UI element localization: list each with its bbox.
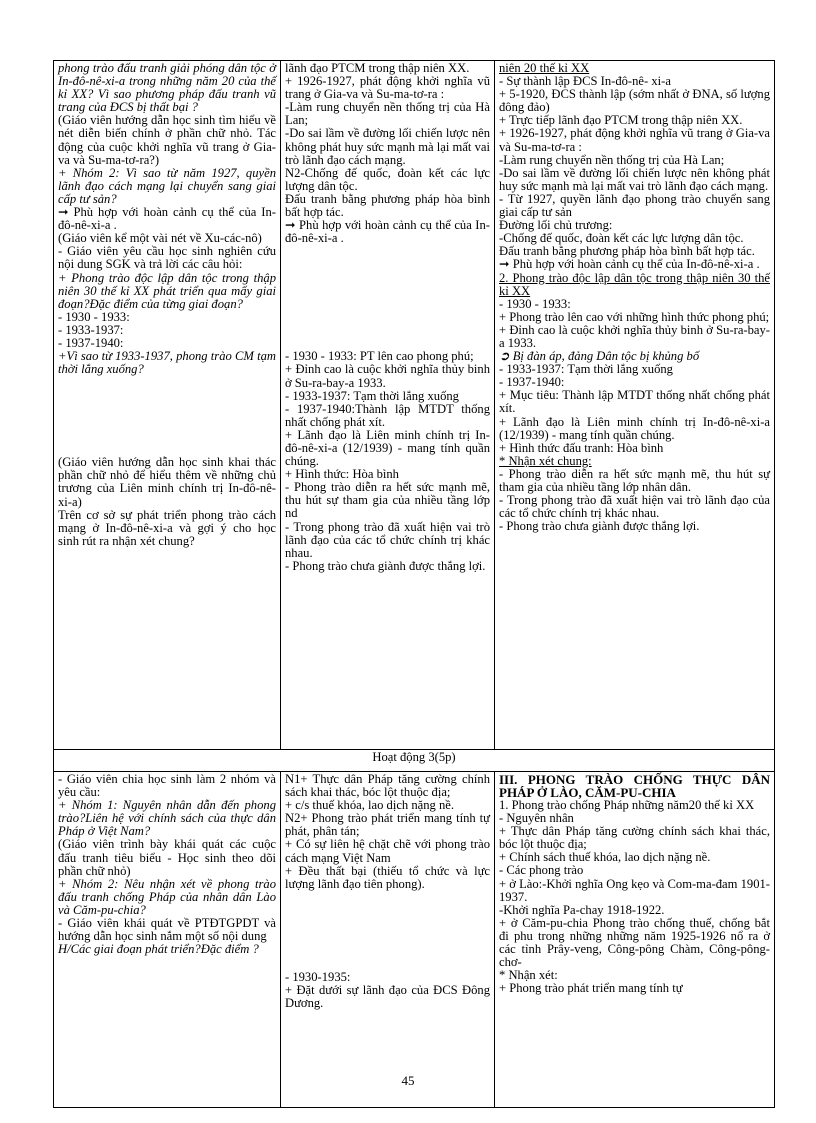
text-line: + ở Lào:-Khởi nghĩa Ong kẹo và Com-ma-đam 1901-1937. [499, 876, 770, 904]
text-line: (Giáo viên hướng dẫn học sinh tìm hiểu về nét diễn biến chính ở phần chữ nhỏ. Tác động của cuộc khởi nghĩa vũ trang ở Gia-va và Su-ma-tơ-ra?) [58, 113, 276, 167]
text-line: + Hình thức đấu tranh: Hòa bình [499, 440, 664, 455]
text-line: N1+ Thực dân Pháp tăng cường chính sách khai thác, bóc lột thuộc địa; [285, 772, 490, 800]
text-line: N2+ Phong trào phát triển mang tính tự phát, phân tán; [285, 811, 490, 839]
text-line: Đấu tranh bằng phương pháp hòa bình bất hợp tác. [285, 191, 490, 220]
text-line: - 1930 - 1933: [499, 296, 571, 311]
text-line: + Đỉnh cao là cuộc khởi nghĩa thủy binh ở Su-ra-bay-a 1933. [285, 362, 490, 390]
text-line: - 1937-1940: [499, 375, 565, 390]
text-line: + 1926-1927, phát động khởi nghĩa vũ trang ở Gia-va và Su-ma-tơ-ra : [499, 126, 770, 154]
text-line: - Sự thành lập ĐCS In-đô-nê- xi-a [499, 74, 671, 89]
text-line: -Do sai lầm về đường lối chiến lược nên không phát huy sức mạnh mà lại mất vai trò lãnh đạo cách mạng. [499, 165, 770, 193]
text-line: +Vì sao từ 1933-1937, phong trào CM tạm thời lắng xuống? [58, 349, 276, 377]
text-line: - Trong phong trào đã xuất hiện vai trò lãnh đạo của các tổ chức chính trị khác nhau. [285, 519, 490, 560]
text-line: + 1926-1927, phát động khởi nghĩa vũ trang ở Gia-va và Su-ma-tơ-ra : [285, 74, 490, 102]
text-line: -Làm rung chuyển nền thống trị của Hà Lan; [499, 152, 725, 167]
text-line: + Hình thức: Hòa bình [285, 467, 399, 482]
text-line: + Đặt dưới sự lãnh đạo của ĐCS Đông Dương. [285, 982, 490, 1011]
text-line: - Từ 1927, quyền lãnh đạo phong trào chuyển sang giai cấp tư sản [499, 191, 770, 220]
text-line: 2. Phong trào độc lập dân tộc trong thập niên 30 thế kỉ XX [499, 270, 770, 298]
text-line: ➲ Bị đàn áp, đảng Dân tộc bị khủng bố [499, 349, 700, 364]
text-line: + Nhóm 1: Nguyên nhân dẫn đến phong trào?Liên hệ với chính sách của thực dân Pháp ở Việt Nam? [58, 798, 276, 839]
text-line: - Phong trào chưa giành được thắng lợi. [285, 558, 486, 573]
text-line: N2-Chống đế quốc, đoàn kết các lực lượng dân tộc. [285, 165, 490, 193]
text-line: - 1933-1937: [58, 322, 124, 337]
text-line: H/Các giai đoạn phát triển?Đặc điểm ? [58, 942, 259, 957]
spacer [58, 376, 276, 456]
text-line: + Đều thất bại (thiếu tổ chức và lực lượng lãnh đạo tiên phong). [285, 863, 490, 891]
text-line: Trên cơ sở sự phát triển phong trào cách mạng ở In-đô-nê-xi-a và gợi ý cho học sinh rút ra nhận xét chung? [58, 507, 276, 548]
spacer [285, 245, 490, 350]
text-line: - 1933-1937: Tạm thời lắng xuống [499, 362, 673, 377]
text-line: ➞ Phù hợp với hoàn cảnh cụ thể của In-đô-nê-xi-a . [58, 205, 276, 233]
text-line: - Các phong trào [499, 863, 584, 878]
text-line: + Có sự liên hệ chặt chẽ với phong trào cách mạng Việt Nam [285, 837, 490, 865]
text-line: (Giáo viên hướng dẫn học sinh khai thác phần chữ nhỏ để hiểu thêm về những chủ trương của Liên minh chính trị In-đô-nê-xi-a) [58, 455, 276, 509]
table-row [54, 772, 775, 1108]
text-line: + 5-1920, ĐCS thành lập (sớm nhất ở ĐNA, số lượng đông đảo) [499, 87, 770, 115]
text-line: Đấu tranh bằng phương pháp hòa bình bất hợp tác. [499, 244, 755, 259]
teacher-student-activity-cell [54, 61, 281, 750]
table-row [54, 61, 775, 750]
text-line: + Phong trào phát triển mang tính tự [499, 981, 683, 996]
text-line: - 1933-1937: Tạm thời lắng xuống [285, 388, 459, 403]
text-line: - Phong trào diễn ra hết sức mạnh mẽ, thu hút sự tham gia của nhiều tầng lớp nhân dân. [499, 466, 770, 494]
text-line: + c/s thuế khóa, lao dịch nặng nề. [285, 798, 455, 813]
text-line: + Chính sách thuế khóa, lao dịch nặng nề. [499, 850, 711, 865]
text-line: -Khởi nghĩa Pa-chay 1918-1922. [499, 902, 665, 917]
text-line: + Nhóm 2: Vì sao từ năm 1927, quyền lãnh đạo cách mạng lại chuyển sang giai cấp tư sản? [58, 165, 276, 206]
text-line: + Thực dân Pháp tăng cường chính sách khai thác, bóc lột thuộc địa; [499, 824, 770, 852]
text-line: + Phong trào lên cao với những hình thức phong phú; [499, 309, 770, 324]
text-line: niên 20 thế kỉ XX [499, 61, 590, 75]
text-line: - 1930-1935: [285, 969, 351, 984]
text-line: -Do sai lầm về đường lối chiến lược nên không phát huy sức mạnh mà lại mất vai trò lãnh đạo cách mạng. [285, 126, 490, 167]
text-line: - Nguyên nhân [499, 811, 574, 826]
text-line: + Phong trào độc lập dân tộc trong thập niên 30 thế kỉ XX phát triển qua mấy giai đoạn?Đặc điểm của từng giai đoạn? [58, 270, 276, 311]
table-row [54, 750, 775, 772]
knowledge-content-cell [495, 61, 775, 750]
text-line: - Phong trào diễn ra hết sức mạnh mẽ, thu hút sự tham gia của nhiều tầng lớp nd [285, 480, 490, 521]
text-line: phong trào đấu tranh giải phóng dân tộc ở In-đô-nê-xi-a trong những năm 20 của thế kỉ XX? Vì sao phương pháp đấu tranh vũ trang của ĐCS bị thất bại ? [58, 61, 276, 115]
student-activity-cell [281, 772, 495, 1108]
lesson-table [53, 60, 775, 1108]
text-line: + Mục tiêu: Thành lập MTDT thống nhất chống phát xít. [499, 388, 770, 416]
text-line: * Nhận xét: [499, 968, 558, 983]
text-line: - 1930 - 1933: PT lên cao phong phú; [285, 349, 474, 364]
text-line: - Giáo viên yêu cầu học sinh nghiên cứu nội dung SGK và trả lời các câu hỏi: [58, 244, 276, 272]
text-line: + Đỉnh cao là cuộc khởi nghĩa thủy binh ở Su-ra-bay-a 1933. [499, 322, 770, 350]
text-line: -Chống đế quốc, đoàn kết các lực lượng dân tộc. [499, 231, 744, 246]
text-line: + Lãnh đạo là Liên minh chính trị In-đô-nê-xi-a (12/1939) - mang tính quần chúng. [499, 414, 770, 442]
activity-header: Hoạt động 3(5p) [54, 750, 775, 772]
text-line: ➞ Phù hợp với hoàn cảnh cụ thể của In-đô-nê-xi-a . [499, 257, 760, 272]
text-line: 1. Phong trào chống Pháp những năm20 thế kỉ XX [499, 798, 755, 812]
student-activity-cell [281, 61, 495, 750]
text-line: Đường lối chủ trương: [499, 218, 613, 233]
text-line: - 1937-1940: [58, 335, 124, 350]
text-line: (Giáo viên trình bày khái quát các cuộc đấu tranh tiêu biểu - Học sinh theo dõi phần chữ nhỏ) [58, 837, 276, 878]
text-line: + Nhóm 2: Nêu nhận xét về phong trào đấu tranh chống Pháp của nhân dân Lào và Căm-pu-chia? [58, 876, 276, 917]
text-line: - 1937-1940:Thành lập MTDT thống nhất chống phát xít. [285, 401, 490, 429]
text-line: - Giáo viên chia học sinh làm 2 nhóm và yêu cầu: [58, 772, 276, 800]
text-line: - Phong trào chưa giành được thắng lợi. [499, 519, 700, 534]
text-line: -Làm rung chuyển nền thống trị của Hà Lan; [285, 100, 490, 128]
teacher-student-activity-cell [54, 772, 281, 1108]
text-line: (Giáo viên kể một vài nét về Xu-các-nô) [58, 231, 262, 246]
text-line: lãnh đạo PTCM trong thập niên XX. [285, 61, 470, 75]
text-line: III. PHONG TRÀO CHỐNG THỰC DÂN PHÁP Ở LÀO, CĂM-PU-CHIA [499, 772, 770, 800]
knowledge-content-cell [495, 772, 775, 1108]
spacer [285, 891, 490, 971]
text-line: + ở Căm-pu-chia Phong trào chống thuế, chống bắt đi phu trong những những năm 1925-1926 nổ ra ở các tỉnh Prây-veng, Công-pông Chàm, Công-pông-chơ- [499, 915, 770, 970]
page-number: 45 [401, 1073, 415, 1088]
text-line: - Trong phong trào đã xuất hiện vai trò lãnh đạo của các tổ chức chính trị khác nhau. [499, 493, 770, 521]
text-line: + Lãnh đạo là Liên minh chính trị In-đô-nê-xi-a (12/1939) - mang tính quần chúng. [285, 427, 490, 469]
text-line: - Giáo viên khái quát về PTĐTGPDT và hướng dẫn học sinh nắm một số nội dung [58, 916, 276, 944]
text-line: * Nhận xét chung: [499, 453, 592, 468]
text-line: ➞ Phù hợp với hoàn cảnh cụ thể của In-đô-nê-xi-a . [285, 218, 490, 246]
text-line: + Trực tiếp lãnh đạo PTCM trong thập niên XX. [499, 113, 743, 128]
text-line: - 1930 - 1933: [58, 309, 130, 324]
